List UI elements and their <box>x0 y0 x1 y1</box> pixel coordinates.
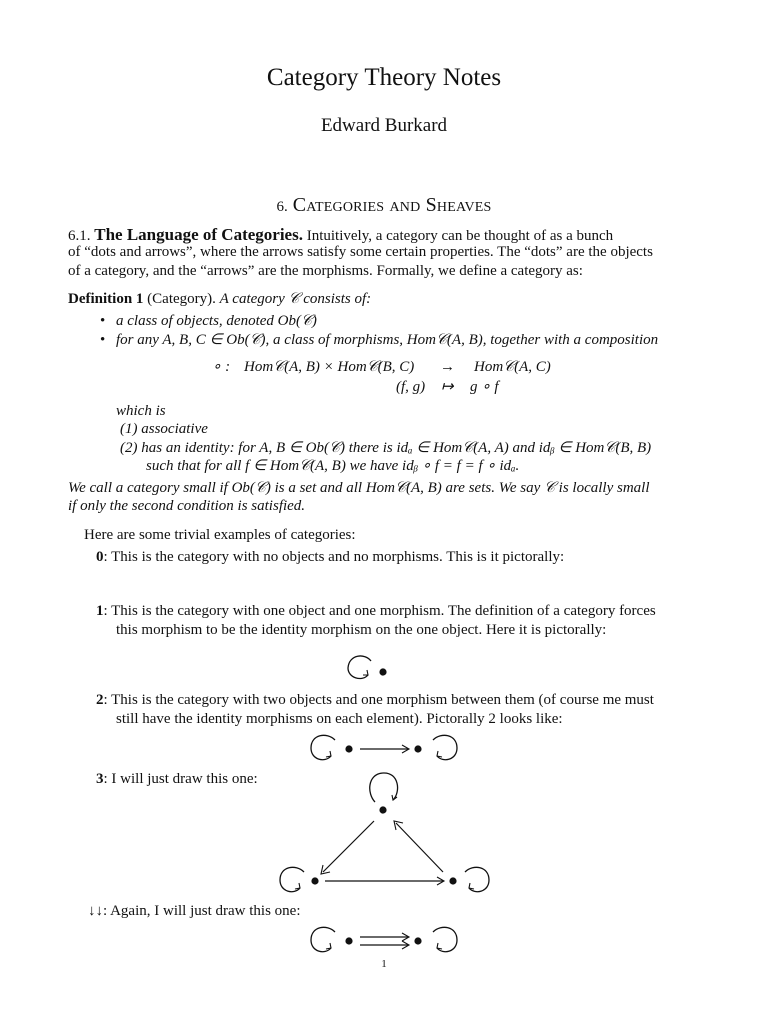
composition-mapsto: ↦ <box>441 379 454 395</box>
example-label: 2 <box>96 692 104 708</box>
diagram-category-three <box>275 768 495 903</box>
subsection-title: The Language of Categories. <box>94 225 303 244</box>
object-dot-a <box>345 745 352 752</box>
diagram-parallel-arrows <box>305 922 465 962</box>
section-title: Categories and Sheaves <box>292 194 492 216</box>
diagram-category-two <box>305 730 465 770</box>
object-dot-a <box>345 937 352 944</box>
arrowhead <box>437 943 442 949</box>
object-dot <box>379 668 386 675</box>
section-number: 6. <box>276 199 288 215</box>
example-label: 1 <box>96 603 104 619</box>
composition-domain: Hom𝒞(A, B) × Hom𝒞(B, C) <box>244 359 415 375</box>
example-2-continued: still have the identity morphisms on each element). Pictorally 2 looks like: <box>116 711 563 727</box>
intro-text-1: Intuitively, a category can be thought of as a bunch <box>306 228 614 244</box>
arrowhead <box>326 751 331 757</box>
object-dot-right <box>449 877 456 884</box>
bullet-icon: • <box>100 332 106 348</box>
document-title: Category Theory Notes <box>266 64 502 91</box>
example-label: 0 <box>96 549 104 565</box>
composition-codomain: Hom𝒞(A, C) <box>474 359 551 375</box>
definition-label: Definition 1 <box>68 291 144 307</box>
examples-intro: Here are some trivial examples of categories: <box>84 527 356 543</box>
arrowhead <box>469 883 474 889</box>
morphism-arrow-right-top <box>396 823 443 872</box>
object-dot-b <box>414 745 421 752</box>
arrowhead <box>295 883 300 889</box>
definition-name: (Category). <box>147 291 216 307</box>
bullet-icon: • <box>100 313 106 329</box>
arrowhead <box>437 751 442 757</box>
composition-pair: (f, g) <box>396 379 426 395</box>
definition-lead: A category 𝒞 consists of: <box>219 291 372 307</box>
example-3: 3: I will just draw this one: <box>96 771 258 787</box>
document-author: Edward Burkard <box>320 115 448 136</box>
arrowhead <box>363 670 368 675</box>
definition-header <box>68 290 700 309</box>
example-1: 1: This is the category with one object and one morphism. The definition of a category forces <box>96 603 656 619</box>
condition-2: (2) has an identity: for A, B ∈ Ob(𝒞) there is idₐ ∈ Hom𝒞(A, A) and idᵦ ∈ Hom𝒞(B, B) <box>120 440 652 456</box>
arrowhead <box>326 943 331 949</box>
composition-result: g ∘ f <box>470 379 499 395</box>
page-number: 1 <box>381 958 387 970</box>
object-dot-left <box>311 877 318 884</box>
example-2: 2: This is the category with two objects and one morphism between them (of course me must <box>96 692 654 708</box>
example-parallel: ↓↓: Again, I will just draw this one: <box>88 903 301 919</box>
small-category-text-1: We call a category small if Ob(𝒞) is a set and all Hom𝒞(A, B) are sets. We say 𝒞 is locally small <box>68 480 650 496</box>
definition-bullet-2: • for any A, B, C ∈ Ob(𝒞), a class of morphisms, Hom𝒞(A, B), together with a composition <box>100 332 659 348</box>
intro-text-2: of “dots and arrows”, where the arrows satisfy some certain properties. The “dots” are the objects <box>68 244 653 260</box>
object-dot-b <box>414 937 421 944</box>
morphism-arrow-top-left <box>323 821 374 872</box>
object-dot-top <box>379 806 386 813</box>
which-is-text: which is <box>116 403 166 419</box>
composition-arrow: → <box>440 359 455 375</box>
example-0: 0: This is the category with no objects and no morphisms. This is it pictorally: <box>96 549 565 565</box>
composition-symbol: ∘ : <box>212 359 231 375</box>
identity-loop-top <box>370 773 398 802</box>
condition-1: (1) associative <box>120 421 208 437</box>
example-1-continued: this morphism to be the identity morphism on the one object. Here it is pictorally: <box>116 622 607 638</box>
example-label: ↓↓ <box>88 903 103 919</box>
definition-bullet-1: • a class of objects, denoted Ob(𝒞) <box>100 313 317 329</box>
small-category-text-2: if only the second condition is satisfied. <box>68 498 306 514</box>
example-label: 3 <box>96 771 104 787</box>
section-heading <box>0 193 768 218</box>
subsection-number: 6.1. <box>68 228 91 244</box>
intro-text-3: of a category, and the “arrows” are the morphisms. Formally, we define a category as: <box>68 263 583 279</box>
condition-2-continued: such that for all f ∈ Hom𝒞(A, B) we have idᵦ ∘ f = f = f ∘ idₐ. <box>146 458 520 474</box>
diagram-category-one <box>340 650 400 690</box>
